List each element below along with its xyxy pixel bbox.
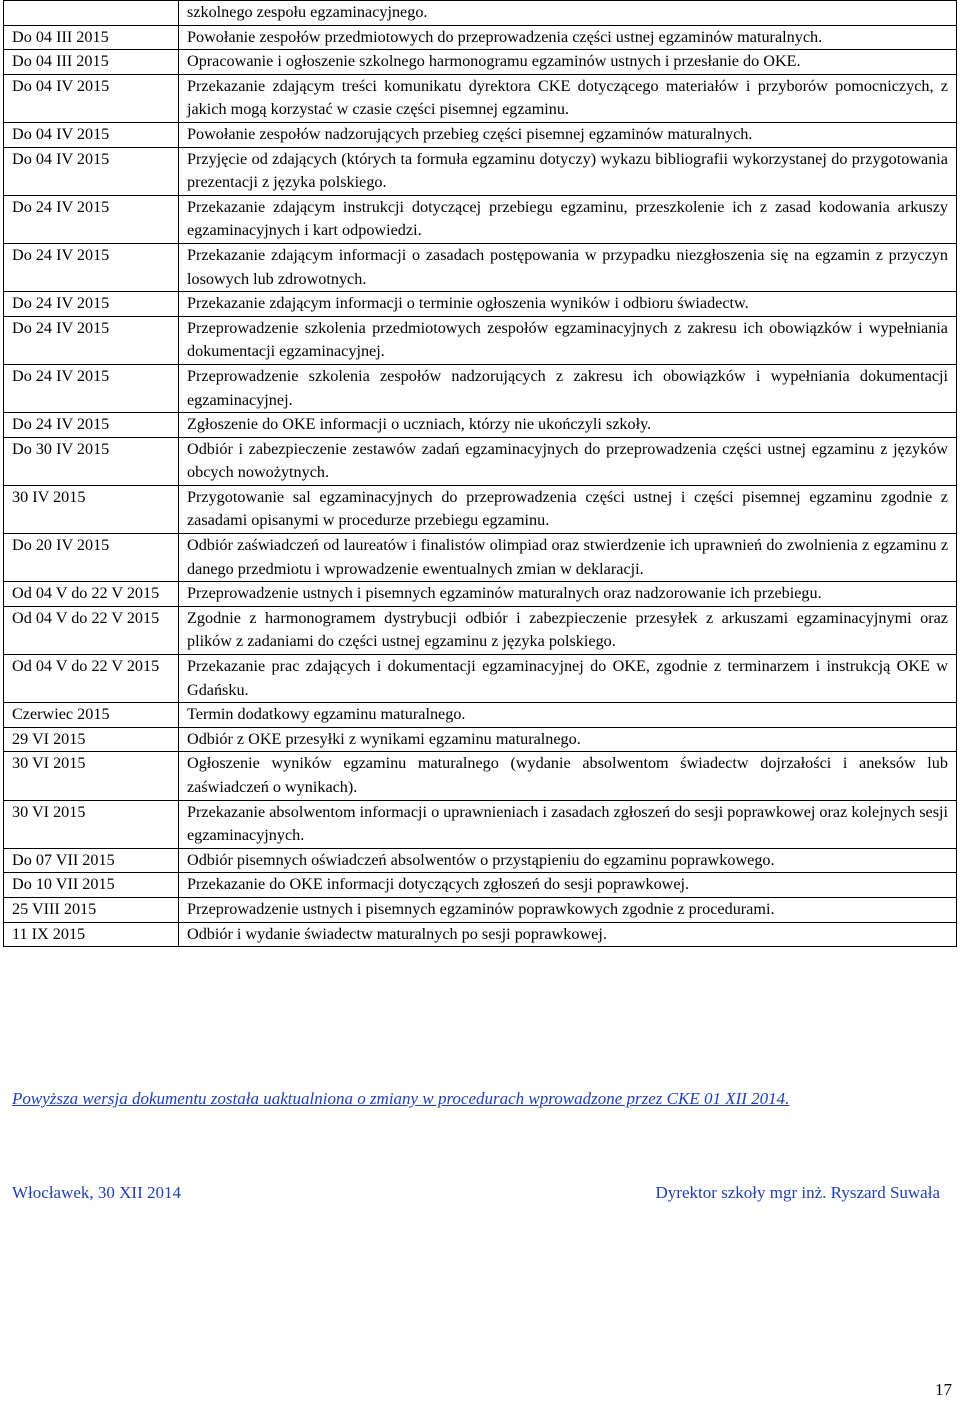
date-cell: Do 24 IV 2015: [4, 195, 179, 243]
task-cell: Termin dodatkowy egzaminu maturalnego.: [179, 703, 957, 728]
place-date: Włocławek, 30 XII 2014: [12, 1183, 182, 1202]
task-cell: Przekazanie do OKE informacji dotyczących zgłoszeń do sesji poprawkowej.: [179, 873, 957, 898]
table-row: [4, 800, 957, 848]
date-cell: [4, 1, 179, 26]
date-cell: 30 IV 2015: [4, 485, 179, 533]
date-cell: Do 24 IV 2015: [4, 364, 179, 412]
task-cell: Powołanie zespołów przedmiotowych do przeprowadzenia części ustnej egzaminów maturalnych.: [179, 25, 957, 50]
task-cell: Przekazanie zdającym treści komunikatu dyrektora CKE dotyczącego materiałów i przyborów pomocniczych, z jakich mogą korzystać w czasie części pisemnej egzaminu.: [179, 74, 957, 122]
date-cell: Od 04 V do 22 V 2015: [4, 655, 179, 703]
task-cell: Zgłoszenie do OKE informacji o uczniach, którzy nie ukończyli szkoły.: [179, 413, 957, 438]
table-row: [4, 848, 957, 873]
table-row: [4, 922, 957, 947]
table-row: [4, 25, 957, 50]
date-cell: Czerwiec 2015: [4, 703, 179, 728]
date-cell: Od 04 V do 22 V 2015: [4, 582, 179, 607]
date-cell: 25 VIII 2015: [4, 897, 179, 922]
date-cell: Do 24 IV 2015: [4, 413, 179, 438]
table-row: [4, 655, 957, 703]
task-cell: Odbiór z OKE przesyłki z wynikami egzaminu maturalnego.: [179, 727, 957, 752]
task-cell: Przekazanie absolwentom informacji o uprawnieniach i zasadach zgłoszeń do sesji poprawkowej oraz kolejnych sesji egzaminacyjnych.: [179, 800, 957, 848]
table-row: [4, 703, 957, 728]
table-row: [4, 74, 957, 122]
signature-line: Dyrektor szkoły mgr inż. Ryszard Suwała: [655, 1183, 940, 1202]
date-cell: Do 24 IV 2015: [4, 243, 179, 291]
table-row: [4, 413, 957, 438]
date-cell: Do 10 VII 2015: [4, 873, 179, 898]
task-cell: Opracowanie i ogłoszenie szkolnego harmonogramu egzaminów ustnych i przesłanie do OKE.: [179, 50, 957, 75]
table-row: [4, 727, 957, 752]
table-row: [4, 195, 957, 243]
table-row: [4, 1, 957, 26]
task-cell: Odbiór zaświadczeń od laureatów i finalistów olimpiad oraz stwierdzenie ich uprawnień do zwolnienia z egzaminu z danego przedmiotu i wprowadzenie ewentualnych zmian w deklaracji.: [179, 534, 957, 582]
schedule-table: [3, 0, 957, 947]
task-cell: Ogłoszenie wyników egzaminu maturalnego (wydanie absolwentom świadectw dojrzałości i aneksów lub zaświadczeń o wynikach).: [179, 752, 957, 800]
task-cell: Przekazanie prac zdających i dokumentacji egzaminacyjnej do OKE, zgodnie z terminarzem i instrukcją OKE w Gdańsku.: [179, 655, 957, 703]
table-row: [4, 752, 957, 800]
task-cell: Przekazanie zdającym instrukcji dotyczącej przebiegu egzaminu, przeszkolenie ich z zasad kodowania arkuszy egzaminacyjnych i kart odpowiedzi.: [179, 195, 957, 243]
table-row: [4, 873, 957, 898]
task-cell: Powołanie zespołów nadzorujących przebieg części pisemnej egzaminów maturalnych.: [179, 122, 957, 147]
table-row: [4, 243, 957, 291]
table-row: [4, 122, 957, 147]
date-cell: Od 04 V do 22 V 2015: [4, 606, 179, 654]
table-row: [4, 50, 957, 75]
task-cell: Przekazanie zdającym informacji o terminie ogłoszenia wyników i odbioru świadectw.: [179, 292, 957, 317]
date-cell: 30 VI 2015: [4, 752, 179, 800]
date-cell: 29 VI 2015: [4, 727, 179, 752]
date-cell: Do 04 III 2015: [4, 25, 179, 50]
table-row: [4, 582, 957, 607]
date-cell: Do 07 VII 2015: [4, 848, 179, 873]
page-number: 17: [935, 1380, 952, 1399]
date-cell: 30 VI 2015: [4, 800, 179, 848]
task-cell: Przygotowanie sal egzaminacyjnych do przeprowadzenia części ustnej i części pisemnej egzaminu zgodnie z zasadami opisanymi w procedurze przebiegu egzaminu.: [179, 485, 957, 533]
task-cell: Przeprowadzenie szkolenia przedmiotowych zespołów egzaminacyjnych z zakresu ich obowiązków i wypełniania dokumentacji egzaminacyjnej.: [179, 316, 957, 364]
task-cell: szkolnego zespołu egzaminacyjnego.: [179, 1, 957, 26]
task-cell: Przyjęcie od zdających (których ta formuła egzaminu dotyczy) wykazu bibliografii wykorzystanej do przygotowania prezentacji z języka polskiego.: [179, 147, 957, 195]
date-cell: Do 04 IV 2015: [4, 147, 179, 195]
task-cell: Przeprowadzenie ustnych i pisemnych egzaminów poprawkowych zgodnie z procedurami.: [179, 897, 957, 922]
date-cell: Do 24 IV 2015: [4, 316, 179, 364]
table-row: [4, 292, 957, 317]
table-row: [4, 534, 957, 582]
date-cell: Do 30 IV 2015: [4, 437, 179, 485]
date-cell: Do 04 IV 2015: [4, 74, 179, 122]
date-cell: Do 20 IV 2015: [4, 534, 179, 582]
table-row: [4, 364, 957, 412]
task-cell: Zgodnie z harmonogramem dystrybucji odbiór i zabezpieczenie przesyłek z arkuszami egzaminacyjnymi oraz plików z zadaniami do części ustnej egzaminu z języka polskiego.: [179, 606, 957, 654]
date-cell: Do 04 III 2015: [4, 50, 179, 75]
table-row: [4, 147, 957, 195]
task-cell: Odbiór pisemnych oświadczeń absolwentów o przystąpieniu do egzaminu poprawkowego.: [179, 848, 957, 873]
revision-note: Powyższa wersja dokumentu została uaktualniona o zmiany w procedurach wprowadzone przez CKE 01 XII 2014.: [12, 1089, 790, 1108]
task-cell: Przeprowadzenie szkolenia zespołów nadzorujących z zakresu ich obowiązków i wypełniania dokumentacji egzaminacyjnej.: [179, 364, 957, 412]
task-cell: Odbiór i zabezpieczenie zestawów zadań egzaminacyjnych do przeprowadzenia części ustnej egzaminu z języków obcych nowożytnych.: [179, 437, 957, 485]
table-row: [4, 897, 957, 922]
table-row: [4, 437, 957, 485]
table-row: [4, 316, 957, 364]
task-cell: Przeprowadzenie ustnych i pisemnych egzaminów maturalnych oraz nadzorowanie ich przebiegu.: [179, 582, 957, 607]
table-row: [4, 606, 957, 654]
task-cell: Odbiór i wydanie świadectw maturalnych po sesji poprawkowej.: [179, 922, 957, 947]
date-cell: Do 04 IV 2015: [4, 122, 179, 147]
task-cell: Przekazanie zdającym informacji o zasadach postępowania w przypadku niezgłoszenia się na egzamin z przyczyn losowych lub zdrowotnych.: [179, 243, 957, 291]
date-cell: Do 24 IV 2015: [4, 292, 179, 317]
table-row: [4, 485, 957, 533]
date-cell: 11 IX 2015: [4, 922, 179, 947]
